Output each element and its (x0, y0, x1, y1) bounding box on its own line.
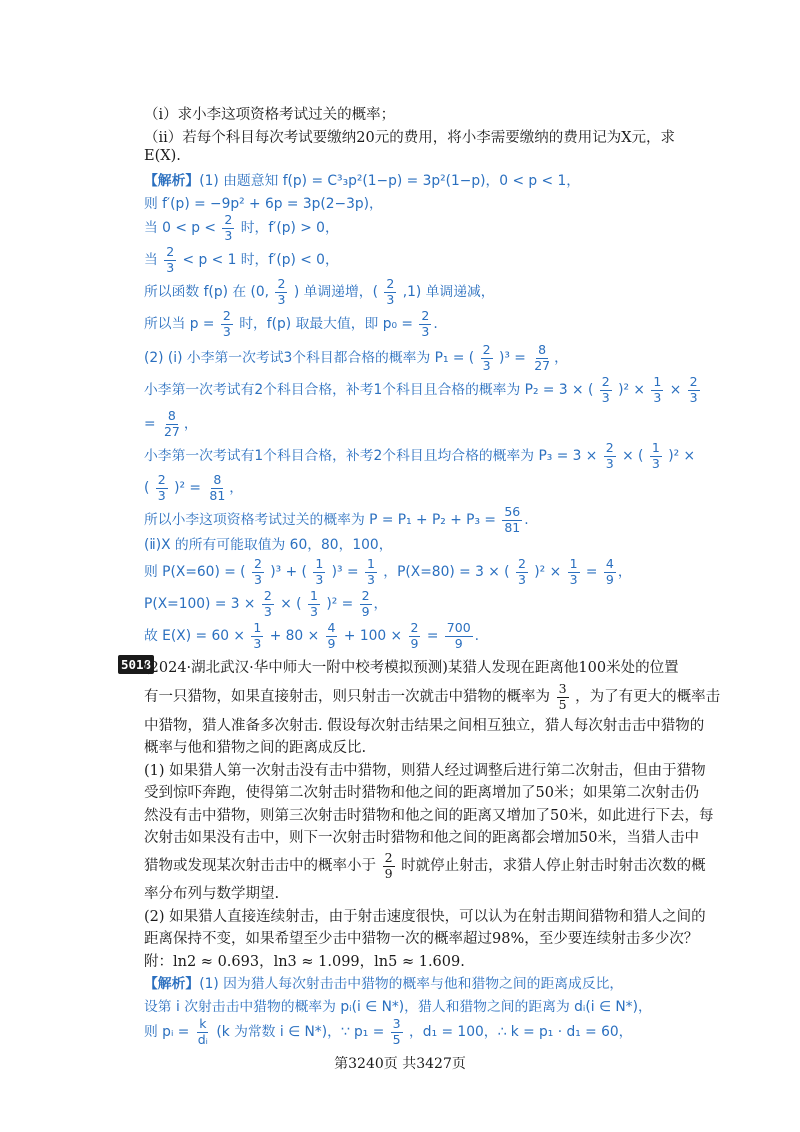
solution2-line-7: (ⅱ)X 的所有可能取值为 60，80，100， (144, 537, 393, 553)
fraction: $\frac{2}{3}$ (277, 276, 286, 307)
solution-line-3: 当 0 < p < $\frac{2}{3}$ 时，f′(p) > 0， (144, 212, 339, 243)
solution-line-5: 所以函数 f(p) 在 (0, $\frac{2}{3}$ ) 单调递增，( $\frac{2}{3}$ ,1) 单调递减， (144, 276, 495, 307)
problem-line-3: 中猎物，猎人准备多次射击. 假设每次射击结果之间相互独立，猎人每次射击击中猎物的 (144, 718, 705, 734)
solution-line-2: 则 f′(p) = −9p² + 6p = 3p(2−3p)， (144, 196, 383, 212)
problem-line-2: 有一只猎物，如果直接射击，则只射击一次就击中猎物的概率为 $\frac{3}{5}$ ，为了有更大的概率击 (144, 681, 721, 712)
solution2-line-9: P(X=100) = 3 × $\frac{2}{3}$ × ( $\frac{1}{3}$ )² = $\frac{2}{9}$ ， (144, 588, 388, 619)
solution-line-4: 当 $\frac{2}{3}$ < p < 1 时，f′(p) < 0， (144, 244, 339, 275)
problem-line-6: 受到惊吓奔跑，使得第二次射击时猎物和他之间的距离增加了50米；如果第二次射击仍 (144, 785, 699, 801)
problem-line-8: 次射击如果没有击中，则下一次射击时猎物和他之间的距离都会增加50米，当猎人击中 (144, 830, 699, 846)
problem-line-11: (2) 如果猎人直接连续射击，由于射击速度很快，可以认为在射击期间猎物和猎人之间的 (144, 909, 706, 925)
solution2-line-2: 小李第一次考试有2个科目合格，补考1个科目且合格的概率为 P₂ = 3 × ( $\frac{2}{3}$ )² × $\frac{1}{3}$ × $\frac{2}{3}$ (144, 374, 698, 405)
fraction: $\frac{2}{3}$ (166, 244, 175, 275)
question-part-ii: （ⅱ）若每个科目每次考试要缴纳20元的费用，将小李需要缴纳的费用记为X元，求 (144, 130, 676, 146)
problem-line-13: 附：ln2 ≈ 0.693，ln3 ≈ 1.099，ln5 ≈ 1.609. (144, 954, 465, 970)
solution-line-1: 【解析】(1) 由题意知 f(p) = C³₃p²(1−p) = 3p²(1−p)，0 < p < 1， (144, 173, 581, 189)
solution3-line-2: 设第 i 次射击击中猎物的概率为 pᵢ(i ∈ N*)，猎人和猎物之间的距离为 dᵢ(i ∈ N*)， (144, 999, 652, 1015)
solution2-line-6: 所以小李这项资格考试过关的概率为 P = P₁ + P₂ + P₃ = $\frac{56}{81}$ . (144, 504, 529, 535)
question-part-ii-cont: E(X). (144, 148, 181, 164)
fraction: $\frac{2}{3}$ (386, 276, 395, 307)
problem-line-1: (2024·湖北武汉·华中师大一附中校考模拟预测)某猎人发现在距离他100米处的位置 (144, 660, 679, 676)
problem-line-12: 距离保持不变，如果希望至少击中猎物一次的概率超过98%，至少要连续射击多少次？ (144, 931, 699, 947)
problem-line-7: 然没有击中猎物，则第三次射击时猎物和他之间的距离又增加了50米，如此进行下去，每 (144, 808, 714, 824)
solution-line-6: 所以当 p = $\frac{2}{3}$ 时，f(p) 取最大值，即 p₀ = $\frac{2}{3}$ . (144, 308, 438, 339)
solution2-line-3: = $\frac{8}{27}$ ， (144, 408, 198, 439)
problem-line-4: 概率与他和猎物之间的距离成反比. (144, 740, 367, 756)
question-part-i: （ⅰ）求小李这项资格考试过关的概率； (144, 107, 396, 123)
problem-line-10: 率分布列与数学期望. (144, 886, 280, 902)
solution-tag: 【解析】 (144, 173, 200, 189)
solution2-line-4: 小李第一次考试有1个科目合格，补考2个科目且均合格的概率为 P₃ = 3 × $\frac{2}{3}$ × ( $\frac{1}{3}$ )² × (144, 440, 696, 471)
problem-line-5: (1) 如果猎人第一次射击没有击中猎物，则猎人经过调整后进行第二次射击，但由于猎物 (144, 763, 706, 779)
fraction: $\frac{2}{3}$ (421, 308, 430, 339)
fraction: $\frac{2}{3}$ (224, 212, 233, 243)
solution2-line-1: (2) (ⅰ) 小李第一次考试3个科目都合格的概率为 P₁ = ( $\frac{2}{3}$ )³ = $\frac{8}{27}$ ， (144, 342, 568, 373)
problem-number-badge: 5018 (118, 655, 154, 674)
solution2-line-8: 则 P(X=60) = ( $\frac{2}{3}$ )³ + ( $\frac{1}{3}$ )³ = $\frac{1}{3}$ ，P(X=80) = 3 × ( $\frac{2}{3}$ )² × $\frac{1}{3}$ = $\frac{4}{9}$ ， (144, 556, 632, 587)
page-footer: 第3240页 共3427页 (334, 1056, 466, 1072)
problem-line-9: 猎物或发现某次射击击中的概率小于 $\frac{2}{9}$ 时就停止射击，求猎人停止射击时射击次数的概 (144, 850, 706, 881)
solution3-line-3: 则 pᵢ = $\frac{k}{\text{dᵢ}}$ (k 为常数 i ∈ N*)，∵ p₁ = $\frac{3}{5}$ ，d₁ = 100，∴ k = p₁ · d₁ = 60， (144, 1016, 633, 1047)
solution3-line-1: 【解析】(1) 因为猎人每次射击击中猎物的概率与他和猎物之间的距离成反比， (144, 976, 624, 992)
fraction: $\frac{2}{3}$ (222, 308, 231, 339)
solution2-line-5: ( $\frac{2}{3}$ )² = $\frac{8}{81}$ ， (144, 472, 244, 503)
solution2-line-10: 故 E(X) = 60 × $\frac{1}{3}$ + 80 × $\frac{4}{9}$ + 100 × $\frac{2}{9}$ = $\frac{700}{9}$ . (144, 620, 480, 651)
